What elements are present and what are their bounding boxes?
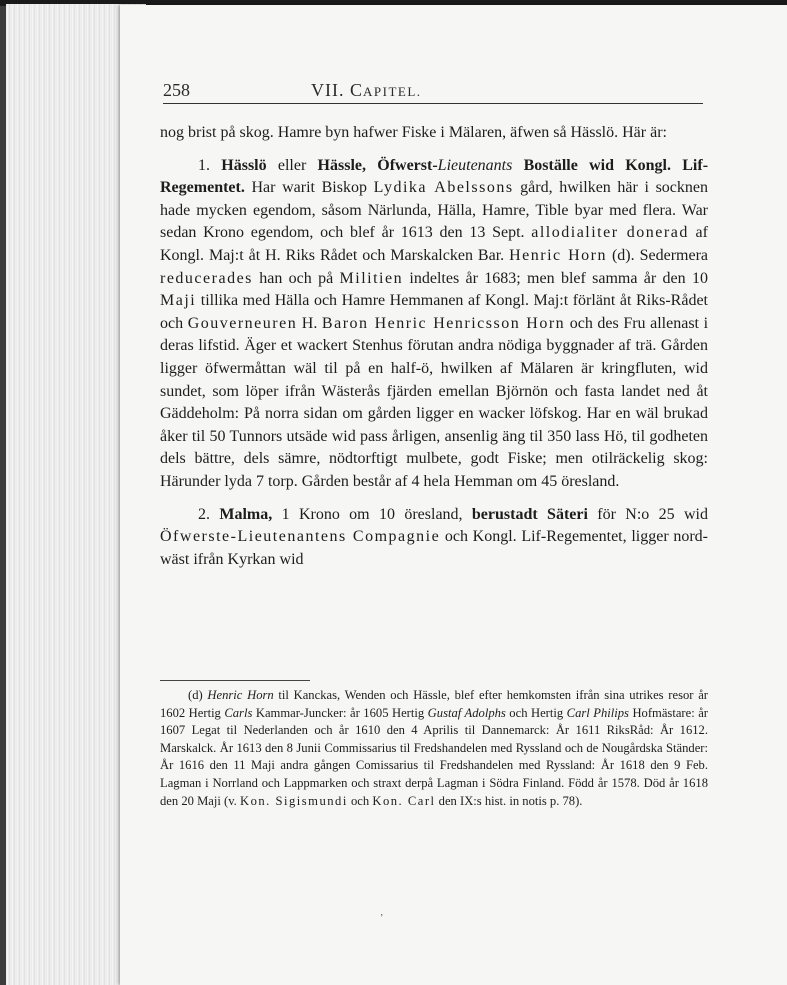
running-header xyxy=(163,80,703,104)
paragraph-malma: 2. Malma, 1 Krono om 10 öresland, berustadt Säteri för N:o 25 wid Öfwerste-Lieutenantens Compagnie och Kongl. Lif-Regementet, ligger nord-wäst ifrån Kyrkan wid xyxy=(160,505,709,568)
paragraph-hasslo: 1. Hässlö eller Hässle, Öfwerst-Lieutenants Boställe wid Kongl. Lif-Regementet. Har warit Biskop Lydika Abelssons gård, hwilken här i socknen hade mycken egendom, såsom Närlunda, Hälla, Hamre, Tible byar med flera. War sedan Krono egendom, och blef år 1613 den 13 Sept. allodialiter donerad af Kongl. Maj:t åt H. Riks Rådet och Marskalcken Bar. Henric Horn (d). Sedermera reducerades han och på Militien indeltes år 1683; men blef samma år den 10 Maji tillika med Hälla och Hamre Hemmanen af Kongl. Maj:t förlänt åt Riks-Rådet och Gouverneuren H. Baron Henric Henricsson Horn och des Fru allenast i deras lifstid. Äger et wackert Stenhus förutan andra nödiga byggnader af trä. Gården ligger öfwermåttan wäl til på en half-ö, hwilken af Mälaren är kringfluten, wid sundet, som löper ifrån Wästerås fjärden emellan Björnön och fasta landet ned åt Gäddeholm: På norra sidan om gården ligger en wacker löfskog. Har en wäl brukad åker til 50 Tunnors utsäde wid pass årligen, ansenlig äng til 350 lass Hö, til godheten dels bättre, dels sämre, nödtorftigt mulbete, godt Fiske; men otilräckelig skog: Härunder lyda 7 torp. Gården består af 4 hela Hemman om 45 öresland. xyxy=(160,156,709,490)
footnote-rule xyxy=(160,680,310,681)
paragraph-intro: nog brist på skog. Hamre byn hafwer Fiske i Mälaren, äfwen så Hässlö. Här är: xyxy=(160,124,667,141)
footnote-d: (d) Henric Horn til Kanckas, Wenden och Hässle, blef efter hemkomsten ifrån sina utrikes resor år 1602 Hertig Carls Kammar-Juncker: år 1605 Hertig Gustaf Adolphs och Hertig Carl Philips Hofmästare: år 1607 Legat til Nederlanden och år 1610 den 4 Aprilis til Dannemarck: År 1611 RiksRåd: År 1612. Marskalck. År 1613 den 8 Junii Commissarius til Fredshandelen med Ryssland och de Nougårdska Ständer: År 1616 den 11 Maji andra gången Comissarius til Fredshandelen med Ryssland: År 1618 den 9 Feb. Lagman i Norrland och Lappmarken och straxt derpå Lagman i Södra Finland. Född år 1578. Död år 1618 den 20 Maji (v. Kon. Sigismundi och Kon. Carl den IX:s hist. in notis p. 78). xyxy=(160,688,708,808)
page-number: 258 xyxy=(163,80,190,100)
chapter-title: VII. CAPITEL. xyxy=(311,80,422,100)
stray-mark: ʼ xyxy=(380,913,384,924)
footnote xyxy=(160,687,708,810)
header-rule xyxy=(163,103,703,104)
main-text xyxy=(160,122,708,571)
